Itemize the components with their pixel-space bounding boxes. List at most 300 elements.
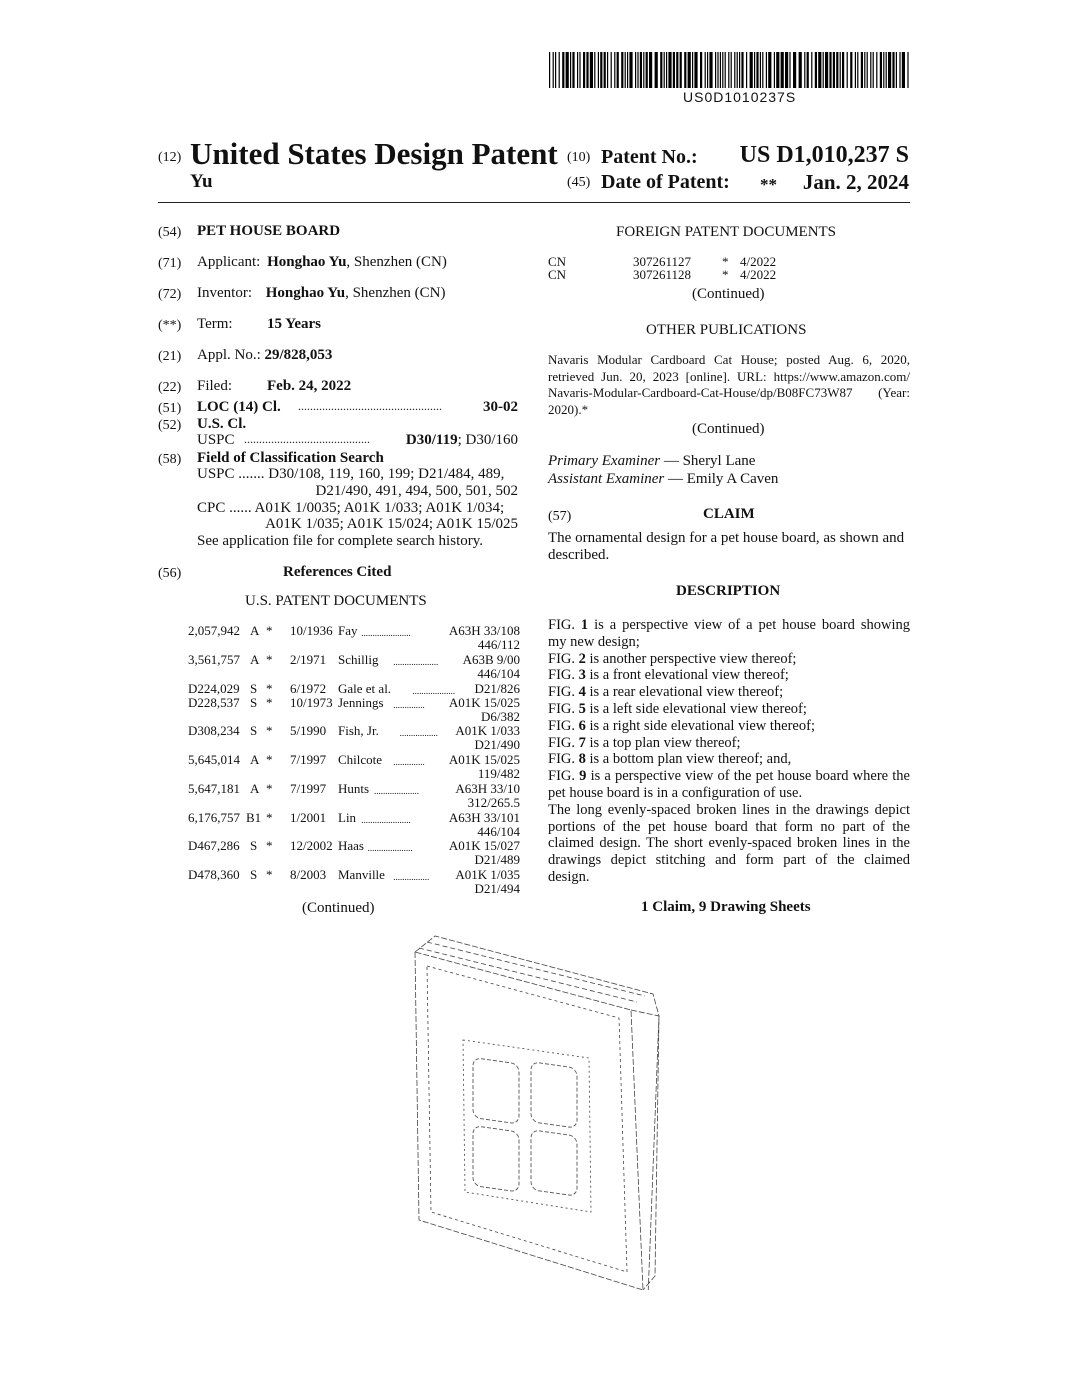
reference-star: * (266, 867, 273, 882)
barcode-bar (635, 52, 636, 88)
reference-kind: S (250, 723, 258, 738)
barcode-bar (870, 52, 871, 88)
barcode-bar (655, 52, 658, 88)
search-cpc-line2: A01K 1/035; A01K 15/024; A01K 15/025 (265, 516, 518, 532)
barcode-bar (760, 52, 761, 88)
description-line (548, 869, 910, 886)
other-publication-line: 2020).* (548, 401, 589, 417)
reference-date: 2/1971 (290, 652, 327, 667)
barcode-bar (680, 52, 682, 88)
barcode-bar (836, 52, 838, 88)
barcode-bar (562, 52, 564, 88)
reference-class: A01K 1/033 (455, 723, 520, 738)
barcode-bar (774, 52, 775, 88)
invention-title: PET HOUSE BOARD (197, 223, 341, 239)
description-text-c: is a top plan view thereof; (585, 734, 741, 751)
description-text-a: FIG. (548, 701, 579, 717)
barcode-bar (725, 52, 726, 88)
applicant-name: Honghao Yu (267, 254, 347, 270)
description-line (548, 852, 910, 869)
figure-number: 5 (578, 701, 586, 717)
foreign-number: 307261128 (633, 267, 692, 282)
barcode-bar (604, 52, 606, 88)
reference-class-secondary: 312/265.5 (467, 795, 520, 810)
board-edge (631, 1010, 659, 1290)
field-58-code: (58) (158, 452, 182, 467)
board-front (415, 952, 643, 1290)
barcode-bar (902, 52, 905, 88)
barcode-bar (818, 52, 821, 88)
description-text-c: is a front elevational view thereof; (585, 667, 789, 684)
barcode-bar (559, 52, 560, 88)
barcode-bar (627, 52, 628, 88)
figure-number: 3 (578, 667, 586, 684)
patent-title: United States Design Patent (190, 136, 558, 171)
loc-label: LOC (14) Cl. (197, 399, 281, 415)
barcode-bar (646, 52, 648, 88)
window-pane-4 (531, 1130, 577, 1196)
barcode-bar (855, 52, 856, 88)
description-text-a: design. (548, 869, 590, 885)
barcode-bar (637, 52, 638, 88)
search-history-note: See application file for complete search history. (197, 533, 484, 549)
window-frame (463, 1040, 591, 1212)
search-cpc-line1: CPC ...... A01K 1/0035; A01K 1/033; A01K 1/034; (197, 500, 505, 516)
applicant-label: Applicant: (197, 254, 261, 270)
primary-examiner-label: Primary Examiner (548, 453, 661, 469)
barcode-bar (793, 52, 796, 88)
field-22-code: (22) (158, 380, 182, 395)
reference-class: A63B 9/00 (462, 652, 520, 667)
barcode-bar (570, 52, 571, 88)
description-line (548, 617, 910, 634)
description-text-c: is a perspective view of a pet house board showing (588, 617, 910, 633)
foreign-docs-title: FOREIGN PATENT DOCUMENTS (616, 224, 837, 240)
barcode-bar (840, 52, 841, 88)
barcode-bar (850, 52, 852, 88)
reference-dots: .............. (393, 700, 425, 710)
barcode-bar (883, 52, 884, 88)
barcode-bar (590, 52, 593, 88)
other-publication-line: Navaris Modular Cardboard Cat House; posted Aug. 6, 2020, (548, 352, 910, 367)
description-text-a: my new design; (548, 633, 640, 650)
reference-date: 6/1972 (290, 681, 327, 696)
filed-value: Feb. 24, 2022 (267, 378, 352, 394)
reference-dots: ................ (393, 872, 430, 882)
description-text-a: FIG. (548, 768, 580, 785)
reference-star: * (266, 652, 273, 667)
barcode-bar (660, 52, 662, 88)
barcode-bar (886, 52, 887, 88)
barcode (549, 52, 911, 88)
references-continued: (Continued) (302, 900, 375, 916)
barcode-bar (754, 52, 755, 88)
description-line (548, 701, 910, 718)
reference-class-secondary: 446/104 (477, 666, 520, 681)
applicant-location: , Shenzhen (CN) (346, 254, 447, 270)
description-line (548, 667, 910, 684)
reference-date: 5/1990 (290, 723, 327, 738)
reference-dots: ................. (399, 728, 438, 738)
barcode-bar (768, 52, 771, 88)
description-line (548, 785, 910, 802)
reference-class: A01K 15/025 (448, 695, 520, 710)
reference-star: * (266, 723, 273, 738)
barcode-bar (880, 52, 882, 88)
barcode-bar (553, 52, 554, 88)
barcode-bar (583, 52, 585, 88)
appl-no-field (197, 347, 332, 364)
reference-class-secondary: 446/104 (477, 824, 520, 839)
barcode-bar (907, 52, 908, 88)
assistant-examiner (548, 471, 778, 488)
reference-class-secondary: D6/382 (481, 709, 520, 724)
reference-number: D224,029 (188, 681, 240, 696)
barcode-bar (566, 52, 569, 88)
barcode-bar (811, 52, 812, 88)
barcode-bar (776, 52, 779, 88)
reference-number: D308,234 (188, 723, 240, 738)
figure-number: 4 (578, 684, 586, 701)
other-publications-title: OTHER PUBLICATIONS (646, 322, 807, 338)
loc-value: 30-02 (483, 399, 518, 415)
reference-name: Gale et al. (338, 681, 392, 696)
barcode-bar (756, 52, 758, 88)
reference-class: A63H 33/101 (448, 810, 520, 825)
description-text-a: FIG. (548, 684, 579, 701)
reference-name: Jennings (338, 695, 384, 710)
description-text-c: is a rear elevational view thereof; (585, 684, 784, 701)
barcode-bar (579, 52, 580, 88)
reference-dots: .................... (393, 657, 439, 667)
reference-dots: ...................... (361, 628, 411, 638)
date-label: Date of Patent: (601, 171, 730, 193)
field-21-code: (21) (158, 349, 182, 364)
claims-sheets-count: 1 Claim, 9 Drawing Sheets (641, 899, 811, 915)
barcode-bar (640, 52, 642, 88)
reference-class-secondary: D21/489 (474, 852, 520, 867)
barcode-bar (815, 52, 817, 88)
figure-number: 2 (578, 650, 586, 667)
header-divider (158, 202, 910, 203)
figure-number: 8 (578, 751, 586, 768)
description-text-a: claimed design. The short evenly-spaced broken lines in the (548, 835, 910, 852)
barcode-bar (861, 52, 863, 88)
barcode-bar (762, 52, 763, 88)
reference-name: Chilcote (338, 752, 383, 767)
reference-class-secondary: D21/494 (474, 881, 520, 896)
description-line (548, 651, 910, 668)
reference-class-secondary: 119/482 (477, 766, 520, 781)
search-uspc-line2: D21/490, 491, 494, 500, 501, 502 (315, 483, 518, 499)
reference-class: A63H 33/108 (448, 623, 520, 638)
barcode-bar (664, 52, 665, 88)
date-star: ** (760, 175, 777, 194)
description-text-a: pet house board is in a configuration of use. (548, 785, 803, 801)
field-51-code: (51) (158, 401, 182, 416)
foreign-date: 4/2022 (740, 267, 777, 282)
description-text-a: drawings depict stitching and form part of the claimed (548, 852, 910, 869)
barcode-bar (617, 52, 619, 88)
barcode-bar (700, 52, 702, 88)
term-value: 15 Years (267, 316, 322, 332)
uspc-value (406, 432, 518, 449)
barcode-bar (728, 52, 729, 88)
barcode-bar (577, 52, 578, 88)
patent-no-label: Patent No.: (601, 146, 698, 168)
barcode-bar (799, 52, 802, 88)
search-field-label: Field of Classification Search (197, 450, 384, 466)
reference-star: * (266, 695, 273, 710)
reference-name: Hunts (338, 781, 370, 796)
claim-line-2: described. (548, 547, 610, 563)
reference-kind: A (250, 623, 260, 638)
reference-dots: ................... (412, 686, 456, 696)
barcode-bar (705, 52, 706, 88)
field-54-code: (54) (158, 225, 182, 240)
reference-dots: .............. (393, 757, 425, 767)
other-publication-line: Navaris-Modular-Cardboard-Cat-House/dp/B08FC73W87 (Year: (548, 385, 910, 400)
description-text-a: FIG. (548, 717, 579, 734)
barcode-bar (625, 52, 626, 88)
reference-dots: ...................... (361, 815, 411, 825)
search-uspc-line1: USPC ....... D30/108, 119, 160, 199; D21/484, 489, (197, 466, 505, 482)
description-text-c: is a bottom plan view thereof; and, (585, 751, 792, 768)
pet-house-board-drawing (405, 930, 667, 1290)
barcode-bar (666, 52, 667, 88)
reference-name: Fish, Jr. (338, 723, 379, 738)
barcode-bar (741, 52, 743, 88)
reference-date: 7/1997 (290, 781, 327, 796)
barcode-bar (781, 52, 784, 88)
description-line (548, 634, 910, 651)
reference-class-secondary: D21/490 (474, 737, 520, 752)
barcode-bar (715, 52, 716, 88)
barcode-bar (888, 52, 891, 88)
description-text-a: FIG. (548, 650, 579, 667)
reference-name: Haas (338, 838, 364, 853)
claim-title: CLAIM (703, 506, 755, 522)
barcode-bar (750, 52, 753, 88)
reference-name: Manville (338, 867, 385, 882)
barcode-bar (842, 52, 844, 88)
barcode-bar (807, 52, 809, 88)
claim-line-1: The ornamental design for a pet house board, as shown and (548, 530, 905, 546)
description-text-c: is a right side elevational view thereof; (585, 717, 815, 734)
barcode-bar (722, 52, 723, 88)
uspc-label: USPC (197, 432, 235, 448)
reference-date: 1/2001 (290, 810, 327, 825)
barcode-bar (847, 52, 848, 88)
reference-date: 8/2003 (290, 867, 327, 882)
reference-class: A01K 1/035 (455, 867, 520, 882)
inventor-field (197, 285, 445, 302)
description-text-a: FIG. (548, 751, 579, 768)
barcode-bar (825, 52, 828, 88)
field-72-code: (72) (158, 287, 182, 302)
barcode-text: US0D1010237S (683, 89, 797, 105)
barcode-bar (688, 52, 691, 88)
barcode-bar (598, 52, 599, 88)
figure-number: 1 (580, 617, 589, 633)
reference-class: D21/826 (474, 681, 520, 696)
barcode-bar (867, 52, 868, 88)
description-text-a: FIG. (548, 617, 581, 633)
barcode-bar (621, 52, 623, 88)
field-term-code: (**) (158, 318, 182, 333)
board-outline (415, 936, 659, 1290)
reference-star: * (266, 838, 273, 853)
description-line (548, 751, 910, 768)
figure-number: 9 (579, 768, 587, 785)
applicant-field (197, 254, 447, 271)
description-line (548, 718, 910, 735)
reference-number: 3,561,757 (188, 652, 240, 667)
other-continued: (Continued) (692, 421, 765, 437)
figure-number: 6 (578, 717, 586, 734)
barcode-bar (739, 52, 740, 88)
assistant-examiner-label: Assistant Examiner (548, 471, 665, 487)
reference-star: * (266, 681, 273, 696)
description-line (548, 768, 910, 785)
patent-date: Jan. 2, 2024 (802, 170, 909, 194)
reference-kind: A (250, 752, 260, 767)
description-text-c: is a left side elevational view thereof; (585, 701, 807, 717)
barcode-bar (614, 52, 615, 88)
appl-no-value: 29/828,053 (264, 347, 333, 363)
window-pane-2 (531, 1062, 577, 1128)
barcode-bar (833, 52, 835, 88)
assistant-examiner-name: — Emily A Caven (664, 471, 779, 487)
barcode-bar (864, 52, 865, 88)
reference-class: A63H 33/10 (455, 781, 520, 796)
reference-date: 10/1973 (290, 695, 333, 710)
reference-date: 7/1997 (290, 752, 327, 767)
barcode-bar (611, 52, 612, 88)
figure-number: 7 (578, 734, 586, 751)
barcode-bar (549, 52, 550, 88)
reference-kind: A (250, 781, 260, 796)
barcode-bar (692, 52, 693, 88)
barcode-bar (731, 52, 732, 88)
us-patent-documents-title: U.S. PATENT DOCUMENTS (245, 593, 427, 609)
reference-kind: A (250, 652, 260, 667)
reference-kind: S (250, 695, 258, 710)
foreign-country: CN (548, 267, 567, 282)
reference-name: Schillig (338, 652, 379, 667)
barcode-bar (572, 52, 574, 88)
barcode-bar (668, 52, 671, 88)
us-cl-label: U.S. Cl. (197, 416, 247, 432)
field-57-code: (57) (548, 509, 572, 524)
barcode-bar (785, 52, 788, 88)
description-line (548, 835, 910, 852)
barcode-bar (643, 52, 644, 88)
reference-kind: S (250, 867, 258, 882)
window-pane-1 (473, 1058, 519, 1124)
reference-number: 2,057,942 (188, 623, 240, 638)
barcode-bar (746, 52, 747, 88)
description-line (548, 684, 910, 701)
barcode-bar (899, 52, 900, 88)
primary-examiner (548, 453, 755, 470)
barcode-bar (649, 52, 652, 88)
reference-star: * (266, 781, 273, 796)
reference-name: Lin (338, 810, 357, 825)
reference-dots: .................... (367, 843, 413, 853)
barcode-bar (676, 52, 678, 88)
reference-number: D467,286 (188, 838, 240, 853)
inventor-location: , Shenzhen (CN) (345, 285, 446, 301)
field-52-code: (52) (158, 418, 182, 433)
foreign-star: * (722, 254, 729, 269)
reference-date: 10/1936 (290, 623, 333, 638)
barcode-bar (829, 52, 831, 88)
reference-date: 12/2002 (290, 838, 333, 853)
description-line (548, 735, 910, 752)
barcode-bar (823, 52, 824, 88)
reference-number: 6,176,757 (188, 810, 240, 825)
other-publication-line: retrieved Jun. 20, 2023 [online]. URL: https://www.amazon.com/ (548, 368, 910, 384)
reference-kind: B1 (246, 810, 262, 825)
barcode-bar (694, 52, 697, 88)
barcode-bar (804, 52, 805, 88)
foreign-number: 307261127 (633, 254, 692, 269)
barcode-bar (607, 52, 608, 88)
reference-name: Fay (338, 623, 358, 638)
patent-number: US D1,010,237 S (739, 142, 909, 168)
barcode-bar (594, 52, 595, 88)
barcode-bar (629, 52, 632, 88)
reference-class: A01K 15/027 (448, 838, 520, 853)
barcode-bar (707, 52, 708, 88)
barcode-bar (857, 52, 858, 88)
inventor-name: Honghao Yu (265, 285, 346, 301)
foreign-country: CN (548, 254, 567, 269)
description-line (548, 802, 910, 819)
description-text-c: is another perspective view thereof; (585, 650, 797, 667)
foreign-date: 4/2022 (740, 254, 777, 269)
loc-dots: ................................................ (298, 399, 442, 413)
barcode-bar (709, 52, 712, 88)
reference-number: 5,645,014 (188, 752, 240, 767)
term-label: Term: (197, 316, 233, 332)
field-71-code: (71) (158, 256, 182, 271)
date-code: (45) (567, 175, 591, 190)
reference-kind: S (250, 681, 258, 696)
barcode-bar (873, 52, 874, 88)
title-code: (12) (158, 150, 182, 165)
description-line (548, 819, 910, 836)
barcode-bar (896, 52, 897, 88)
reference-star: * (266, 752, 273, 767)
reference-number: 5,647,181 (188, 781, 240, 796)
appl-no-label: Appl. No.: (197, 347, 261, 363)
window-pane-3 (473, 1126, 519, 1192)
field-56-code: (56) (158, 566, 182, 581)
reference-number: D478,360 (188, 867, 240, 882)
barcode-bar (892, 52, 894, 88)
barcode-bar (673, 52, 675, 88)
barcode-bar (555, 52, 556, 88)
reference-class-secondary: 446/112 (477, 637, 520, 652)
barcode-bar (766, 52, 767, 88)
references-cited-title: References Cited (283, 564, 392, 580)
barcode-bar (684, 52, 686, 88)
inventor-label: Inventor: (197, 285, 252, 301)
description-text-a: The long evenly-spaced broken lines in the drawings depict (548, 801, 910, 818)
foreign-continued: (Continued) (692, 286, 765, 302)
